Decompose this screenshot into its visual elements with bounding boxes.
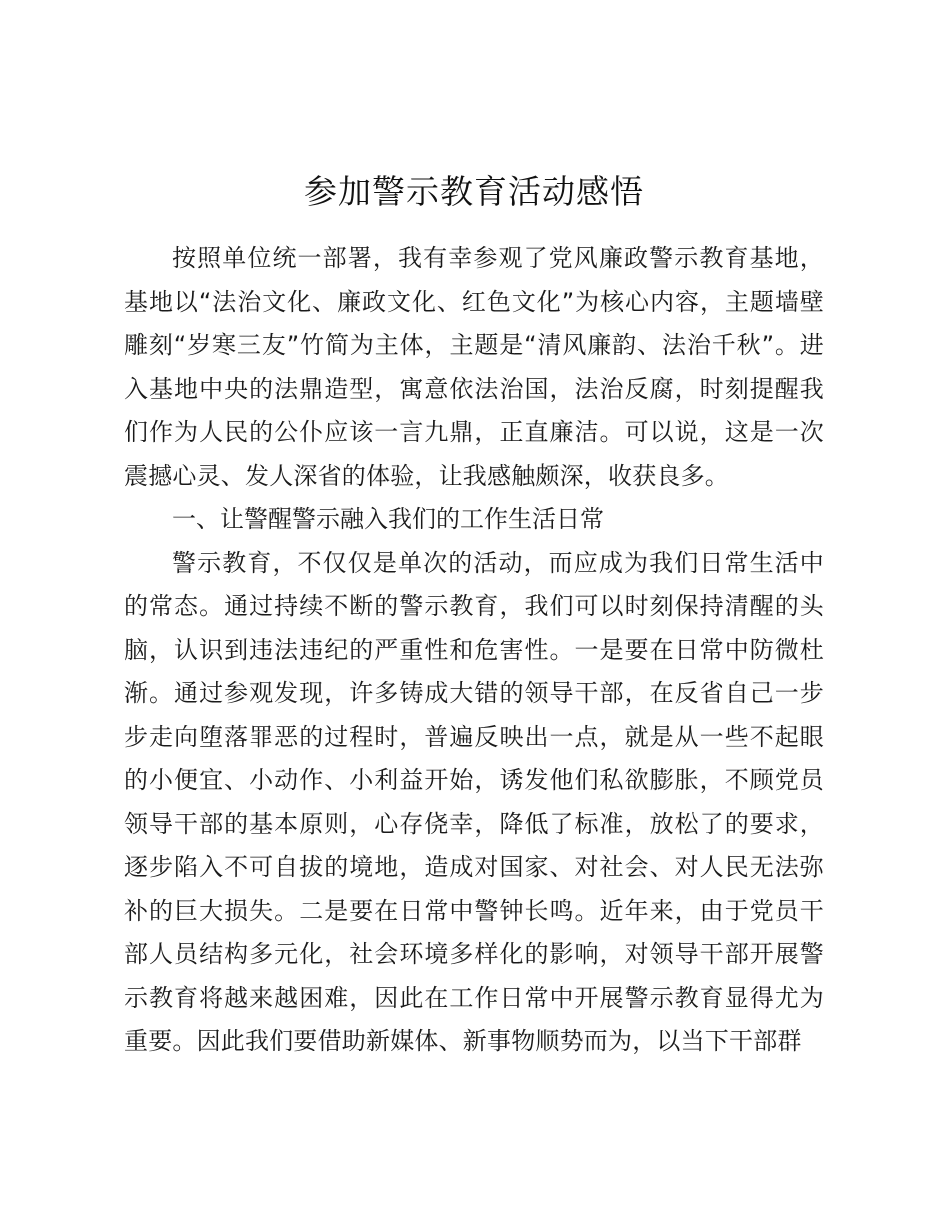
document-title: 参加警示教育活动感悟: [304, 172, 644, 211]
section-paragraph: 警示教育，不仅仅是单次的活动，而应成为我们日常生活中的常态。通过持续不断的警示教育，我们可以时刻保持清醒的头脑，认识到违法违纪的严重性和危害性。一是要在日常中防微杜渐。通过参观发现，许多铸成大错的领导干部，在反省自己一步步走向堕落罪恶的过程时，普遍反映出一点，就是从一些不起眼的小便宜、小动作、小利益开始，诱发他们私欲膨胀，不顾党员领导干部的基本原则，心存侥幸，降低了标准，放松了的要求，逐步陷入不可自拔的境地，造成对国家、对社会、对人民无法弥补的巨大损失。二是要在日常中警钟长鸣。近年来，由于党员干部人员结构多元化，社会环境多样化的影响，对领导干部开展警示教育将越来越困难，因此在工作日常中开展警示教育显得尤为重要。因此我们要借助新媒体、新事物顺势而为，以当下干部群: [124, 548, 824, 1055]
document-page: [124, 168, 824, 1064]
section-heading: 一、让警醒警示融入我们的工作生活日常: [172, 505, 604, 533]
intro-paragraph: 按照单位统一部署，我有幸参观了党风廉政警示教育基地，基地以“法治文化、廉政文化、红色文化”为核心内容，主题墙壁雕刻“岁寒三友”竹简为主体，主题是“清风廉韵、法治千秋”。进入基地中央的法鼎造型，寓意依法治国，法治反腐，时刻提醒我们作为人民的公仆应该一言九鼎，正直廉洁。可以说，这是一次震撼心灵、发人深省的体验，让我感触颇深，收获良多。: [124, 244, 824, 490]
